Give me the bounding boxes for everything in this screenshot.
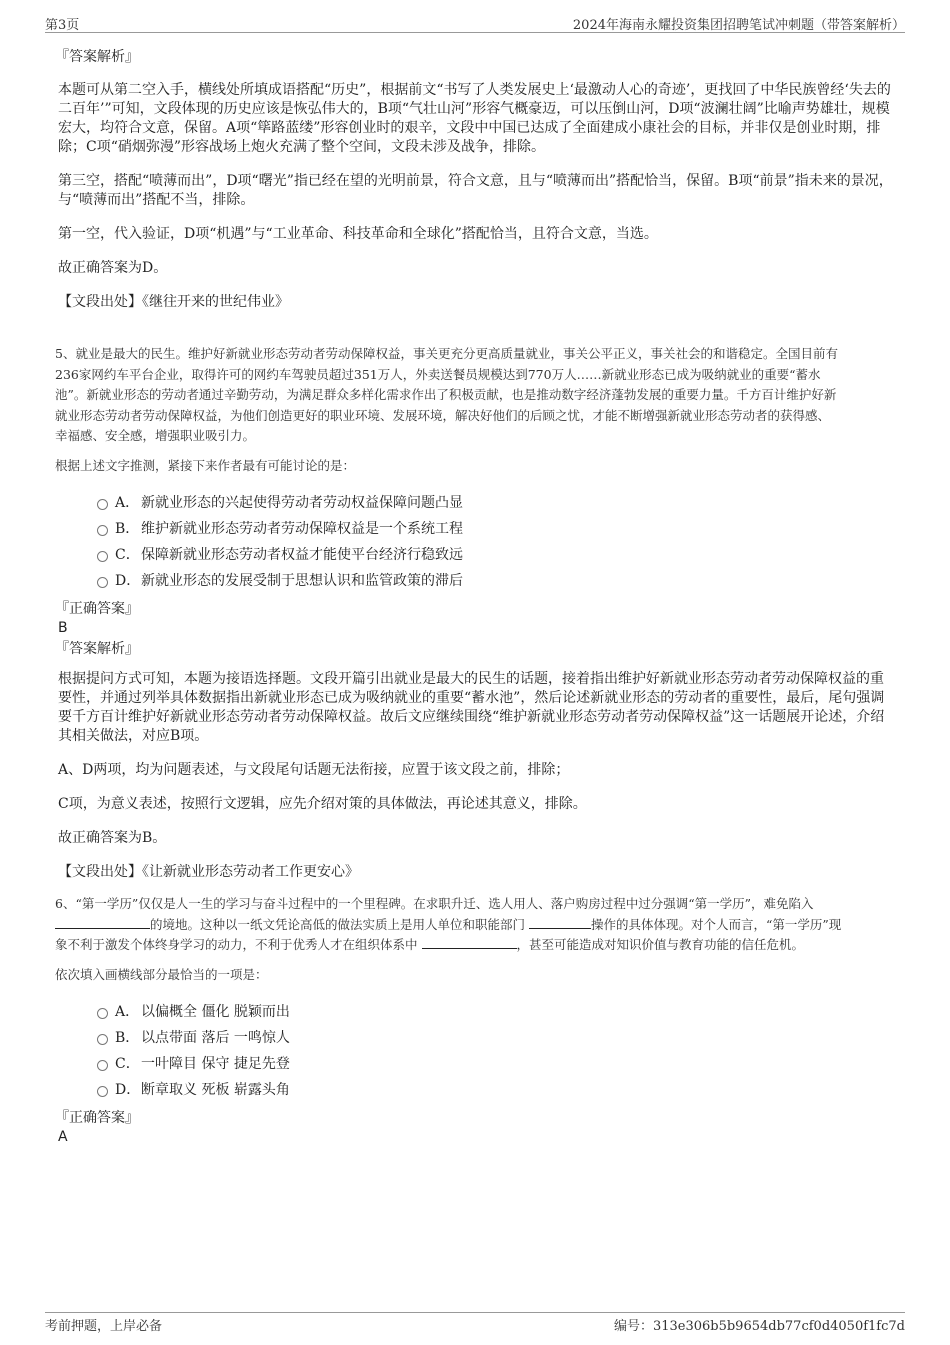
question-5 [55, 344, 895, 882]
option-a[interactable] [97, 490, 895, 516]
option-b[interactable] [97, 516, 895, 542]
stem-text: 操作的具体体现。对个人而言，“第一学历”现 [591, 916, 842, 932]
option-letter: A． [115, 1004, 140, 1020]
fill-blank-1 [55, 916, 150, 929]
question-stem-line: 幸福感、安全感，增强职业吸引力。 [55, 428, 256, 443]
question-stem-line: 就业形态劳动者劳动保障权益，为他们创造更好的职业环境、发展环境，解决好他们的后顾之忧，才能不断增强新就业形态劳动者的获得感、 [55, 407, 831, 423]
page-content [55, 44, 895, 1147]
option-text: 断章取义 死板 崭露头角 [141, 1082, 290, 1098]
option-text: 新就业形态的发展受制于思想认识和监管政策的滞后 [141, 573, 463, 589]
radio-icon[interactable] [97, 525, 108, 536]
option-a[interactable] [97, 999, 895, 1025]
stem-text: 象不利于激发个体终身学习的动力，不利于优秀人才在组织体系中 [55, 937, 418, 952]
correct-answer: A [58, 1129, 68, 1145]
correct-answer: B [58, 620, 68, 636]
option-letter: B． [115, 1030, 140, 1046]
analysis-paragraph: 本题可从第二空入手，横线处所填成语搭配“历史”，根据前文“书写了人类发展史上‘最激动人心的奇迹’，更找回了中华民族曾经‘失去的二百年’”可知，文段体现的历史应该是恢弘伟大的，B项“气壮山河”形容气概豪迈，可以压倒山河，D项“波澜壮阔”比喻声势雄壮，规模宏大，均符合文意，保留。A项“筚路蓝缕”形容创业时的艰辛，文段中中国已达成了全面建成小康社会的目标，并非仅是创业时期，排除；C项“硝烟弥漫”形容战场上炮火充满了整个空间，文段未涉及战争，排除。 [58, 82, 891, 155]
page-number: 第3页 [45, 18, 80, 33]
question-6 [55, 894, 895, 1147]
option-text: 以偏概全 僵化 脱颖而出 [141, 1004, 290, 1020]
passage-source: 【文段出处】《继往开来的世纪伟业》 [58, 294, 289, 310]
question-stem-line: 池”。新就业形态的劳动者通过辛勤劳动，为满足群众多样化需求作出了积极贡献，也是推动数字经济蓬勃发展的重要力量。千方百计维护好新 [55, 387, 837, 402]
question-prompt: 根据上述文字推测，紧接下来作者最有可能讨论的是： [55, 457, 356, 473]
question-stem-line: 5、就业是最大的民生。维护好新就业形态劳动者劳动保障权益，事关更充分更高质量就业，事关公平正义，事关社会的和谐稳定。全国目前有 [55, 346, 838, 361]
option-letter: B． [115, 521, 140, 537]
analysis-label: 『答案解析』 [55, 641, 139, 657]
stem-text: 6、“第一学历”仅仅是人一生的学习与奋斗过程中的一个里程碑。在求职升迁、选人用人、落户购房过程中过分强调“第一学历”，难免陷入 [55, 896, 814, 911]
option-letter: C． [115, 1056, 140, 1072]
option-c[interactable] [97, 542, 895, 568]
option-text: 以点带面 落后 一鸣惊人 [141, 1030, 290, 1046]
radio-icon[interactable] [97, 1086, 108, 1097]
fill-blank-3 [422, 936, 517, 949]
footer-slogan: 考前押题，上岸必备 [45, 1319, 163, 1334]
answer-conclusion: 故正确答案为D。 [58, 260, 168, 276]
question-prompt: 依次填入画横线部分最恰当的一项是： [55, 966, 268, 982]
option-letter: D． [115, 573, 141, 589]
stem-text: 的境地。这种以一纸文凭论高低的做法实质上是用人单位和职能部门 [150, 916, 526, 932]
option-letter: D． [115, 1082, 141, 1098]
option-b[interactable] [97, 1025, 895, 1051]
analysis-label: 『答案解析』 [55, 49, 139, 65]
answer-conclusion: 故正确答案为B。 [58, 830, 167, 846]
radio-icon[interactable] [97, 1008, 108, 1019]
analysis-paragraph: 根据提问方式可知，本题为接语选择题。文段开篇引出就业是最大的民生的话题，接着指出维护好新就业形态劳动者劳动保障权益的重要性，并通过列举具体数据指出新就业形态已成为吸纳就业的重要“蓄水池”，然后论述新就业形态的劳动者的重要性，最后，尾句强调要千方百计维护好新就业形态劳动者劳动保障权益。故后文应继续围绕“维护新就业形态劳动者劳动保障权益”这一话题展开论述，介绍其相关做法，对应B项。 [58, 671, 885, 744]
option-d[interactable] [97, 1077, 895, 1103]
option-letter: C． [115, 547, 140, 563]
option-c[interactable] [97, 1051, 895, 1077]
passage-source: 【文段出处】《让新就业形态劳动者工作更安心》 [58, 864, 359, 880]
page-footer [45, 1312, 905, 1335]
document-id: 编号：313e306b5b9654db77cf0d4050f1fc7d [613, 1319, 905, 1334]
option-letter: A． [115, 495, 140, 511]
option-text: 维护新就业形态劳动者劳动保障权益是一个系统工程 [141, 521, 463, 537]
correct-answer-label: 『正确答案』 [55, 601, 139, 617]
question-stem-line: 236家网约车平台企业，取得许可的网约车驾驶员超过351万人，外卖送餐员规模达到770万人……新就业形态已成为吸纳就业的重要“蓄水 [55, 366, 821, 382]
question-stem [55, 894, 895, 956]
analysis-paragraph: C项，为意义表述，按照行文逻辑，应先介绍对策的具体做法，再论述其意义，排除。 [58, 796, 587, 812]
correct-answer-label: 『正确答案』 [55, 1110, 139, 1126]
radio-icon[interactable] [97, 1060, 108, 1071]
stem-text: ，甚至可能造成对知识价值与教育功能的信任危机。 [516, 937, 805, 952]
option-text: 一叶障目 保守 捷足先登 [141, 1056, 290, 1072]
analysis-paragraph: 第三空，搭配“喷薄而出”，D项“曙光”指已经在望的光明前景，符合文意，且与“喷薄而出”搭配恰当，保留。B项“前景”指未来的景况，与“喷薄而出”搭配不当，排除。 [58, 173, 893, 208]
fill-blank-2 [529, 916, 591, 929]
document-title: 2024年海南永耀投资集团招聘笔试冲刺题（带答案解析） [572, 18, 905, 33]
analysis-paragraph: 第一空，代入验证，D项“机遇”与“工业革命、科技革命和全球化”搭配恰当，且符合文意，当选。 [58, 226, 658, 242]
radio-icon[interactable] [97, 551, 108, 562]
radio-icon[interactable] [97, 1034, 108, 1045]
analysis-paragraph: A、D两项，均为问题表述，与文段尾句话题无法衔接，应置于该文段之前，排除； [58, 762, 570, 778]
option-list [55, 999, 895, 1103]
option-text: 新就业形态的兴起使得劳动者劳动权益保障问题凸显 [141, 495, 463, 511]
radio-icon[interactable] [97, 577, 108, 588]
option-d[interactable] [97, 568, 895, 594]
option-list [55, 490, 895, 594]
option-text: 保障新就业形态劳动者权益才能使平台经济行稳致远 [141, 547, 463, 563]
page-header [45, 14, 905, 33]
radio-icon[interactable] [97, 499, 108, 510]
